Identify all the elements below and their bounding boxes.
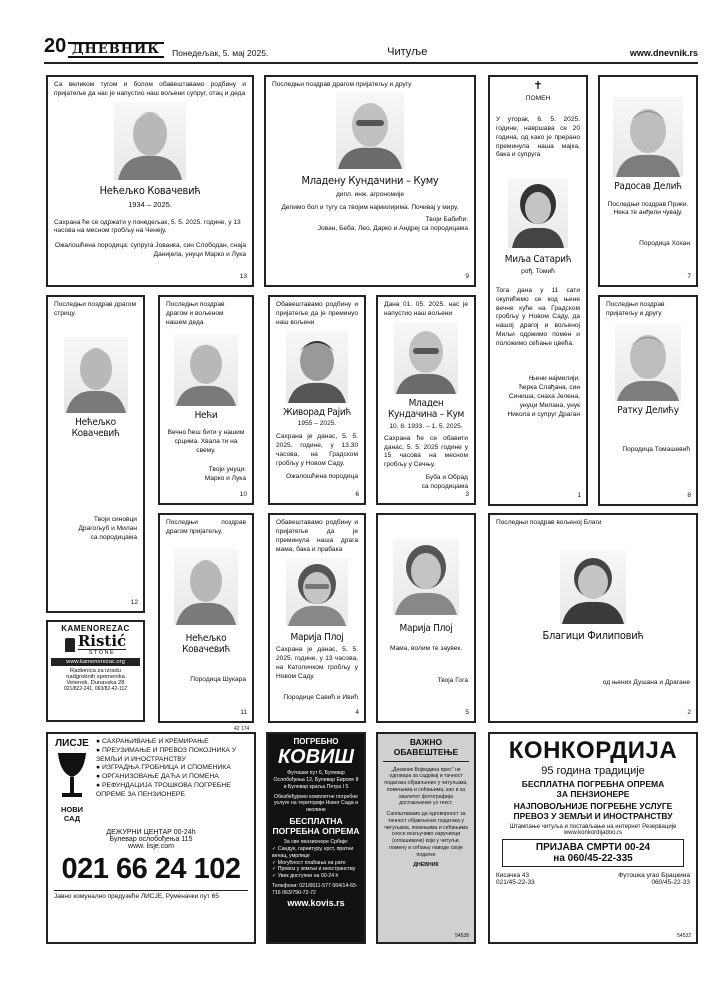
newspaper-logo: ДНЕВНИК bbox=[68, 42, 164, 58]
portrait-photo bbox=[613, 97, 683, 177]
deceased-name: Младену Кундачини – Куму bbox=[301, 173, 439, 187]
funeral-info: Сахрана је данас, 5. 5. 2025. године, у 13 часова, на Католичком гробљу у Новом Саду. bbox=[276, 646, 358, 680]
portrait-photo bbox=[64, 337, 128, 413]
website-link[interactable]: www.dnevnik.rs bbox=[629, 48, 698, 58]
deceased-name: Живорад Рајић bbox=[283, 406, 351, 418]
obituary-intro: Обавештавамо родбину и пријатеље да је преминуо наш вољени bbox=[276, 301, 358, 326]
signature-names: ћерка Слађана, син Синиша, снаха Јелена, унуци Милана, унук Никола и супруг Драган bbox=[507, 383, 580, 418]
deceased-name: Радосав Делић bbox=[614, 181, 682, 192]
deceased-name: Марија Плој bbox=[399, 623, 453, 634]
obituary-intro: Последњи поздрав вољеној Благи bbox=[496, 519, 602, 526]
ad-line1: Radionica za izradu bbox=[70, 668, 121, 674]
issue-date: Понедељак, 5. мај 2025. bbox=[172, 48, 269, 58]
deceased-name: Благици Филиповић bbox=[542, 628, 644, 642]
important-p2: Саопштавамо да одговорност за тачност објављених података у читуљама, помењима и сећањима сносе искључиво наручиоци (оглашивачи) који у читуљи, помену и сећању наводе своје податке bbox=[384, 811, 468, 858]
page-number: 20 bbox=[44, 35, 67, 57]
lisje-address: Булевар ослобођења 115 bbox=[109, 836, 193, 843]
kovis-web[interactable]: www.kovis.rs bbox=[287, 898, 345, 909]
deceased-name: Нећељко Ковачевић bbox=[182, 632, 230, 656]
service-item: ● ОРГАНИЗОВАЊЕ ДАЋА И ПОМЕНА bbox=[96, 773, 219, 781]
portrait-photo bbox=[560, 550, 626, 624]
ad-kovis bbox=[266, 732, 366, 944]
signature-names: Буба и Обрад bbox=[425, 474, 468, 482]
konkordija-free1: БЕСПЛАТНА ПОГРЕБНА ОПРЕМА bbox=[521, 779, 665, 790]
service-item: ● ИЗГРАДЊА ГРОБНИЦА И СПОМЕНИКА bbox=[96, 764, 231, 772]
notice-number: 5 bbox=[465, 709, 469, 717]
lisje-phone: 021 66 24 102 bbox=[61, 853, 241, 885]
ad-lisje bbox=[46, 732, 256, 944]
obituary-13 bbox=[46, 75, 254, 287]
cross-icon: ✝ bbox=[533, 80, 543, 92]
kovis-item: ✓ Могућност плаћања на рате bbox=[272, 859, 346, 866]
important-code: 54538 bbox=[455, 932, 469, 939]
obituary-12 bbox=[46, 295, 145, 613]
stone-logo-icon bbox=[65, 638, 75, 652]
important-p1: „Дневник Војводина прес” не одговара за садржај и тачност података објављених у читуљама, помењима и сећањима, као и за квалитет фотографија достављених уз текст. bbox=[384, 766, 468, 807]
deceased-name: Ратку Делићу bbox=[617, 404, 679, 416]
deceased-name: Марија Плој bbox=[290, 631, 344, 643]
notice-important bbox=[376, 732, 476, 944]
condolence-text: Мама, волим те заувек. bbox=[389, 644, 463, 652]
ad-brand-sub: STONE bbox=[78, 649, 126, 656]
obituary-3 bbox=[376, 295, 476, 505]
condolence-text: Последњи поздрав Прики. Нека те анђели чувају. bbox=[607, 200, 689, 217]
notice-number: 13 bbox=[239, 273, 247, 281]
konkordija-code: 54532 bbox=[677, 933, 691, 939]
services-list bbox=[96, 738, 248, 823]
signature: Ожалошћена породица bbox=[286, 472, 358, 480]
portrait-photo bbox=[394, 322, 458, 394]
kovis-line1: Обезбеђујемо комплетне погребне услуге на територији Новог Сада и околине bbox=[273, 793, 359, 814]
signature: Породица Хохан bbox=[639, 240, 690, 248]
signature-names: Драгољуб и Милан bbox=[78, 524, 137, 532]
goblet-icon bbox=[54, 749, 90, 803]
signature: Ожалошћена породица: супруга Јованка, син Слободан, снаја Данијела, унуци Марко и Лука bbox=[54, 242, 246, 259]
signature-heading: Твоји Бабићи: bbox=[425, 216, 468, 224]
duty-center: ДЕЖУРНИ ЦЕНТАР 00-24h bbox=[106, 829, 196, 836]
kovis-item: ✓ Сандук, гарнитуру, крст, пратни венац, умрлице bbox=[272, 846, 354, 859]
konkordija-locations bbox=[496, 872, 690, 886]
important-title: ВАЖНО ОБАВЕШТЕЊЕ bbox=[383, 738, 469, 762]
portrait-photo bbox=[336, 93, 404, 169]
report-phone: на 060/45-22-335 bbox=[553, 853, 633, 865]
ad-kamenorezac bbox=[46, 620, 145, 722]
signature: Породица Шукара bbox=[190, 675, 246, 683]
condolence-text: Делимо бол и тугу са твојим најмилијима. Почивај у миру. bbox=[281, 204, 459, 212]
obituary-11 bbox=[158, 513, 254, 723]
portrait-photo bbox=[615, 325, 681, 401]
notice-number: 12 bbox=[130, 599, 138, 607]
signature-heading: Твоји синовци bbox=[93, 515, 137, 523]
obituary-10 bbox=[158, 295, 254, 505]
funeral-info: Сахрана ће се одржати у понедељак, 5. 5. 2025. године, у 13 часова на месном гробљу на Ченеју. bbox=[54, 218, 241, 235]
obituary-2 bbox=[488, 513, 698, 723]
deceased-title: дипл. инж. агрономије bbox=[335, 190, 405, 198]
notice-number: 4 bbox=[355, 709, 359, 717]
memorial-header: ПОМЕН bbox=[525, 95, 551, 102]
portrait-photo bbox=[174, 334, 238, 406]
portrait-photo bbox=[508, 178, 568, 248]
obituary-6 bbox=[268, 295, 366, 505]
ad-code: 42 174 bbox=[234, 726, 250, 732]
konkordija-best: НАЈПОВОЉНИЈЕ ПОГРЕБНЕ УСЛУГЕ bbox=[513, 801, 673, 812]
signature: Породица Томашевић bbox=[622, 446, 690, 454]
ad-brand: Ristić bbox=[77, 632, 127, 650]
signature-heading: Твоји унуци: bbox=[208, 465, 246, 473]
konkordija-years: 95 година традиције bbox=[541, 765, 645, 778]
signature: Твоја Гога bbox=[437, 677, 468, 685]
signature-heading: Њени најмилији: bbox=[529, 374, 580, 382]
konkordija-brand: КОНКОРДИЈА bbox=[508, 737, 678, 764]
memorial-intro: У уторак, 6. 5. 2025. године, навршава се 20 година, од како је прерано преминула наша мајка, бака и супруга bbox=[496, 115, 580, 159]
deceased-name: Нећи bbox=[194, 409, 218, 421]
konkordija-free2: ЗА ПЕНЗИОНЕРЕ bbox=[556, 789, 630, 800]
obituary-intro: Обавештавамо родбину и пријатеље да је преминула наша драга мама, бака и прабака bbox=[276, 519, 358, 553]
notice-number: 7 bbox=[687, 273, 691, 281]
obituary-intro: Последњи поздрав драгом пријатељу и другу bbox=[272, 81, 412, 88]
obituary-intro: Последњи поздрав драгом пријатељу. bbox=[166, 519, 246, 535]
deceased-name: Нећељко Ковачевић bbox=[99, 183, 201, 197]
portrait-photo bbox=[286, 558, 348, 626]
notice-number: 1 bbox=[577, 492, 581, 500]
service-item: ● РЕФУНДАЦИЈА ТРОШКОВА ПОГРЕБНЕ ОПРЕМЕ ЗА ПЕНЗИОНЕРЕ bbox=[96, 782, 231, 798]
signature: Породице Савић и Ивић bbox=[283, 693, 358, 701]
lisje-footer: Јавно комунално предузеће ЛИСЈЕ, Руменачки пут 65 bbox=[54, 890, 248, 900]
portrait-photo bbox=[393, 539, 459, 615]
maiden-name: рођ. Томић bbox=[521, 267, 555, 275]
ad-url[interactable]: www.kamenorezac.org bbox=[51, 658, 140, 666]
ad-title: KAMENOREZAC bbox=[61, 624, 130, 633]
kovis-phones: Телефони: 021/6611-577 064/14-65-716 063/790-72-72 bbox=[272, 882, 358, 896]
obituary-8 bbox=[598, 295, 698, 506]
obituary-7 bbox=[598, 75, 698, 287]
obituary-4 bbox=[268, 513, 366, 723]
kovis-item: ✓ Превоз у земљи и иностранству bbox=[272, 866, 356, 873]
funeral-info: Сахрана ће се обавити данас, 5. 5. 2025 године у 15 часова на месном гробљу у Сечњу. bbox=[384, 434, 468, 469]
obituary-9 bbox=[264, 75, 476, 287]
ad-line3: Veternik, Dunavska 28 bbox=[66, 680, 125, 686]
kovis-free: БЕСПЛАТНА ПОГРЕБНА ОПРЕМА bbox=[272, 815, 360, 836]
notice-number: 11 bbox=[240, 709, 247, 717]
service-item: ● САХРАЊИВАЊЕ И КРЕМИРАЊЕ bbox=[96, 738, 209, 745]
life-years: 1955 – 2025. bbox=[297, 420, 337, 428]
death-report-box bbox=[502, 839, 684, 867]
service-item: ● ПРЕУЗИМАЊЕ И ПРЕВОЗ ПОКОЈНИКА У ЗЕМЉИ И ИНОСТРАНСТВУ bbox=[96, 746, 237, 763]
signature: од њених Душана и Драгане bbox=[602, 678, 690, 686]
location-address: Кисачка 43 bbox=[496, 872, 530, 880]
notice-number: 2 bbox=[687, 709, 691, 717]
kovis-for: За све пензионере Србије: bbox=[283, 839, 349, 846]
kovis-item: ✓ Увек доступни на 00-24 h bbox=[272, 873, 339, 880]
obituary-intro: Дана 01. 05. 2025. нас је напустио наш вољени bbox=[384, 301, 468, 317]
signature-names: Јован, Беба, Лео, Дарко и Андреј са породицама bbox=[317, 225, 468, 233]
ad-phones: 021/822-241, 063/82-42-112 bbox=[63, 686, 127, 692]
location-phone: 060/45-22-33 bbox=[651, 879, 690, 887]
ad-line2: nadgrobnih spomenika bbox=[66, 674, 125, 680]
section-title: Читуље bbox=[387, 46, 428, 58]
notice-number: 10 bbox=[239, 491, 247, 499]
notice-number: 8 bbox=[687, 492, 691, 500]
kovis-top: ПОГРЕБНО bbox=[293, 737, 339, 746]
logo-bottom: НОВИ САД bbox=[60, 805, 84, 823]
report-title: ПРИЈАВА СМРТИ 00-24 bbox=[535, 842, 651, 854]
signature-family: са породицама bbox=[421, 483, 468, 491]
signature-family: са породицама bbox=[90, 533, 137, 541]
lisje-web[interactable]: www. lisje.com bbox=[128, 843, 174, 850]
notice-number: 9 bbox=[465, 273, 469, 281]
deceased-name: Младен Кундачина – Кум bbox=[387, 397, 465, 421]
lisje-logo bbox=[54, 738, 90, 823]
life-years: 10. 8. 1933. – 1. 5. 2025. bbox=[389, 422, 463, 430]
obituary-intro: Са великом тугом и болом обавештавамо родбину и пријатеље да нас је напустио наш вољени супруг, отац и деда bbox=[54, 81, 246, 97]
deceased-name: Нећељко Ковачевић bbox=[71, 416, 120, 440]
kovis-brand: КОВИШ bbox=[278, 746, 354, 769]
portrait-photo bbox=[174, 549, 238, 625]
location-address: Футошка угао Брацкина bbox=[618, 872, 690, 880]
obituary-5 bbox=[376, 513, 476, 723]
logo-top: ЛИСЈЕ bbox=[55, 738, 89, 749]
memorial-1 bbox=[488, 75, 588, 506]
life-years: 1934 – 2025. bbox=[128, 200, 172, 210]
important-signature: ДНЕВНИК bbox=[413, 862, 439, 869]
obituary-intro: Последњи поздрав драгом и вољеном нашем деда bbox=[166, 301, 225, 326]
notice-number: 6 bbox=[355, 491, 359, 499]
obituary-intro: Последњи поздрав пријатељу и другу bbox=[606, 301, 665, 317]
condolence-text: Вечно ћеш бити у нашим срцима. Хвала ти на свему. bbox=[167, 429, 245, 454]
kovis-address: Футошки пут 6, Булевар Ослобођења 12, Булевар Европе 8 и Булевар краља Петра I 5 bbox=[273, 770, 359, 790]
obituary-intro: Последњи поздрав драгом стрицу. bbox=[54, 301, 136, 317]
konkordija-web-note: Штампање читуља и постављање на интернет Резервације www.konkordijadoo.rs bbox=[509, 824, 677, 837]
konkordija-transport: ПРЕВОЗ У ЗЕМЉИ И ИНОСТРАНСТВУ bbox=[513, 811, 673, 822]
ad-konkordija bbox=[488, 732, 698, 944]
location-phone: 021/45-22-33 bbox=[496, 879, 535, 887]
signature-names: Марко и Лука bbox=[204, 474, 246, 482]
portrait-photo bbox=[286, 331, 348, 403]
memorial-text: Тога дана у 11 сати окупићемо се код њене вечне куће на Градском гробљу у Новом Саду, да нашој драгој и вољеној Миљи одржимо помен и положимо сећање цвећа. bbox=[496, 286, 580, 348]
funeral-info: Сахрана је данас, 5. 5. 2025. године, у 13.30 часова, на Градском гробљу у Новом Саду. bbox=[276, 433, 358, 467]
deceased-name: Миља Сатарић bbox=[504, 254, 572, 266]
portrait-photo bbox=[114, 102, 186, 180]
notice-number: 3 bbox=[465, 491, 469, 499]
page-header bbox=[44, 35, 698, 64]
